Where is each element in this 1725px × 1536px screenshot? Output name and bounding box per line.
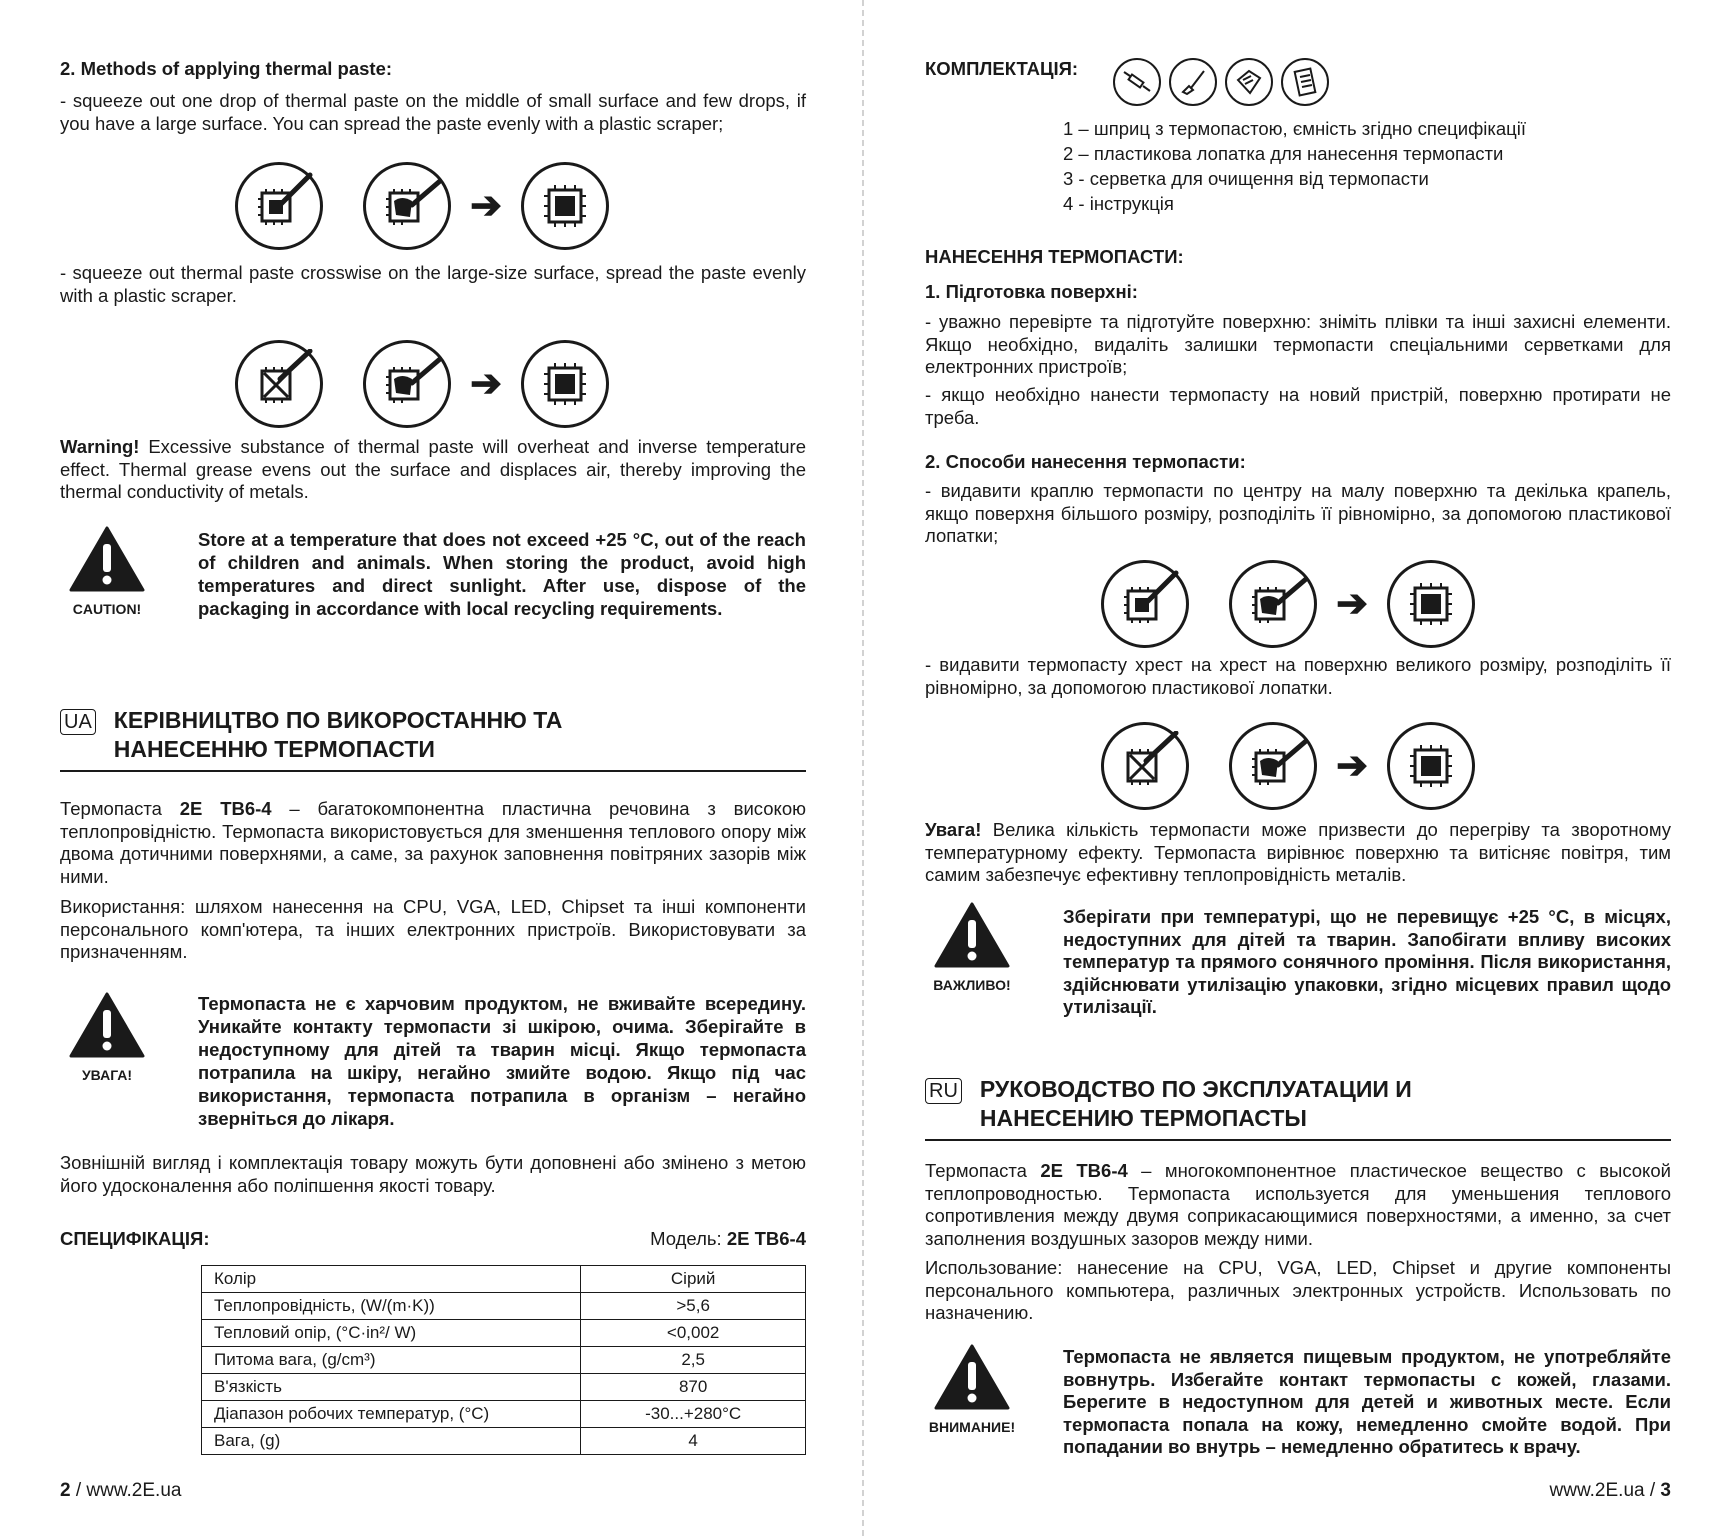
ua-title-line2: НАНЕСЕННЮ ТЕРМОПАСТИ <box>113 736 435 762</box>
model-line <box>650 1228 806 1250</box>
method1-illustration <box>1101 560 1475 648</box>
ru-intro-paragraph <box>925 1160 1671 1250</box>
spec-table <box>201 1265 806 1455</box>
ru-title-line1: РУКОВОДСТВО ПО ЭКСПЛУАТАЦИИ И <box>979 1076 1412 1102</box>
spec-row <box>202 1374 806 1401</box>
warning-triangle-icon <box>934 1344 1010 1410</box>
spec-param: Діапазон робочих температур, (°C) <box>202 1401 581 1428</box>
methods-heading: 2. Methods of applying thermal paste: <box>60 58 393 79</box>
ru-attention-label: ВНИМАНИЕ! <box>928 1419 1016 1435</box>
page-number: 2 <box>60 1480 71 1501</box>
attention-label: УВАГА! <box>81 1067 133 1083</box>
arrow-right-icon: ➔ <box>470 363 502 405</box>
warning-paragraph <box>925 819 1671 887</box>
spec-row <box>202 1293 806 1320</box>
appearance-note: Зовнішній вигляд і комплектація товару можуть бути доповнені або змінено з метою його удосконалення або поліпшення якості товару. <box>60 1152 806 1196</box>
important-label: ВАЖЛИВО! <box>933 977 1011 993</box>
warning-triangle-icon <box>69 992 145 1058</box>
warning-text: Велика кількість термопасти може призвести до перегріву та зворотному температурному ефекту. Термопаста вирівнює поверхню та витісняє повітря, тим самим забезпечує ефективну теплопровідність металів. <box>925 819 1671 885</box>
spec-row <box>202 1428 806 1455</box>
ru-attention-block <box>917 1344 1027 1435</box>
method2-text: - видавити термопасту хрест на хрест на поверхню великого розміру, розподіліть її рівномірно, за допомогою пластикової лопатки. <box>925 654 1671 698</box>
kit-item: 3 - серветка для очищення від термопасти <box>1063 168 1429 189</box>
spec-param: Теплопровідність, (W/(m·K)) <box>202 1293 581 1320</box>
chip-drop-icon <box>235 162 323 250</box>
spatula-icon <box>1169 58 1217 106</box>
prep-heading: 1. Підготовка поверхні: <box>925 281 1138 302</box>
prep2-text: - якщо необхідно нанести термопасту на новий пристрій, поверхню протирати не треба. <box>925 384 1671 428</box>
important-text: Зберігати при температурі, що не перевищує +25 °C, в місцях, недоступних для дітей та тварин. Запобігати впливу високих температур та прямого сонячного проміння. Після використання, здійснювати утилізацію упаковки, згідно місцевих правил щодо утилізації. <box>1063 906 1671 1017</box>
method2-illustration <box>1101 722 1475 810</box>
spec-row <box>202 1347 806 1374</box>
spec-row <box>202 1266 806 1293</box>
spec-param: Колір <box>202 1266 581 1293</box>
spec-row <box>202 1320 806 1347</box>
chip-spread-icon <box>363 340 451 428</box>
model-value: 2E TB6-4 <box>726 1228 806 1249</box>
method2-text: - squeeze out thermal paste crosswise on the large-size surface, spread the paste evenly with a plastic scraper. <box>60 262 806 306</box>
ru-attention-text: Термопаста не является пищевым продуктом, не употребляйте вовнутрь. Избегайте контакт термопасты с кожей, глазами. Берегите в недоступном для детей и животных месте. Если термопаста попала на кожу, немедленно смойте водой. При попадании во внутрь – немедленно обратитесь к врачу. <box>1063 1346 1671 1457</box>
kit-item: 2 – пластикова лопатка для нанесення термопасти <box>1063 143 1504 164</box>
kit-icons <box>1113 58 1337 106</box>
ru-intro-text: – многокомпонентное пластическое вещество с высокой теплопроводностью. Термопаста используется для уменьшения теплового сопротивления между двумя соприкасающимися поверхностями, а именно, за счет заполнения воздушных зазоров между ними. <box>925 1160 1671 1249</box>
left-footer <box>60 1480 181 1502</box>
spec-row <box>202 1401 806 1428</box>
right-footer <box>1550 1480 1671 1502</box>
ru-intro-prefix: Термопаста <box>925 1160 1041 1181</box>
attention-text: Термопаста не є харчовим продуктом, не вживайте всередину. Уникайте контакту термопасти зі шкірою, очима. Зберігайте в недоступному для дітей та тварин місці. Якщо термопаста потрапила на шкіру, негайно змийте водою. Якщо під час використання, термопаста потрапила в організм – негайно зверніться до лікаря. <box>198 993 806 1129</box>
ru-language-badge: RU <box>925 1078 962 1104</box>
warning-paragraph <box>60 436 806 504</box>
methods-heading: 2. Способи нанесення термопасти: <box>925 451 1246 472</box>
ru-section-title <box>925 1075 1671 1141</box>
ua-intro-model: 2E TB6-4 <box>179 798 272 819</box>
ua-intro-paragraph <box>60 798 806 888</box>
chip-spread-icon <box>1229 560 1317 648</box>
warning-label: Увага! <box>925 819 982 840</box>
method1-text: - видавити краплю термопасти по центру на малу поверхню та декілька крапель, якщо поверхня більшого розміру, розподіліть її рівномірно, за допомогою пластикової лопатки; <box>925 480 1671 546</box>
warning-text: Excessive substance of thermal paste will overheat and inverse temperature effect. Thermal grease evens out the surface and displaces air, thereby improving the thermal conductivity of metals. <box>60 436 806 502</box>
prep1-text: - уважно перевірте та підготуйте поверхню: зніміть плівки та інші захисні елементи. Якщо необхідно, видаліть залишки термопасти спеціальними серветками для електронних пристроїв; <box>925 311 1671 377</box>
chip-spread-icon <box>363 162 451 250</box>
ua-title-line1: КЕРІВНИЦТВО ПО ВИКОРОСТАННЮ ТА <box>113 707 563 733</box>
arrow-right-icon: ➔ <box>1336 745 1368 787</box>
kit-item: 4 - інструкція <box>1063 193 1174 214</box>
model-label: Модель: <box>650 1228 727 1249</box>
chip-done-icon <box>1387 722 1475 810</box>
chip-done-icon <box>521 162 609 250</box>
chip-cross-icon <box>235 340 323 428</box>
important-block <box>917 902 1027 993</box>
spec-value: <0,002 <box>581 1320 806 1347</box>
left-page <box>0 0 862 1536</box>
spec-value: Сірий <box>581 1266 806 1293</box>
spec-value: 4 <box>581 1428 806 1455</box>
ua-language-badge: UA <box>60 709 96 735</box>
method1-text: - squeeze out one drop of thermal paste on the middle of small surface and few drops, if you have a large surface. You can spread the paste evenly with a plastic scraper; <box>60 90 806 134</box>
attention-block <box>52 992 162 1083</box>
chip-drop-icon <box>1101 560 1189 648</box>
caution-block <box>52 526 162 617</box>
apply-heading: НАНЕСЕННЯ ТЕРМОПАСТИ: <box>925 246 1184 267</box>
arrow-right-icon: ➔ <box>470 185 502 227</box>
spec-value: -30...+280°C <box>581 1401 806 1428</box>
kit-item: 1 – шприц з термопастою, ємність згідно специфікації <box>1063 118 1527 139</box>
wipe-icon <box>1225 58 1273 106</box>
spec-heading: СПЕЦИФІКАЦІЯ: <box>60 1228 210 1249</box>
spec-value: >5,6 <box>581 1293 806 1320</box>
warning-triangle-icon <box>69 526 145 592</box>
kit-list <box>1063 116 1526 216</box>
ru-title-line2: НАНЕСЕНИЮ ТЕРМОПАСТЫ <box>979 1105 1307 1131</box>
right-page <box>863 0 1725 1536</box>
syringe-icon <box>1113 58 1161 106</box>
ua-usage-text: Використання: шляхом нанесення на CPU, VGA, LED, Chipset та інші компоненти персонального комп'ютера, та інших електронних пристроїв. Використовувати за призначенням. <box>60 896 806 962</box>
chip-done-icon <box>1387 560 1475 648</box>
chip-done-icon <box>521 340 609 428</box>
ua-intro-text: – багатокомпонентна пластична речовина з високою теплопровідністю. Термопаста використовується для зменшення теплового опору між двома дотичними поверхнями, а саме, за рахунок заповнення повітряних зазорів між ними. <box>60 798 806 887</box>
footer-site: / www.2E.ua <box>70 1480 182 1501</box>
manual-icon <box>1281 58 1329 106</box>
ru-usage-text: Использование: нанесение на CPU, VGA, LED, Chipset и другие компоненты персонального компьютера, различных электронных устройств. Использовать по назначению. <box>925 1257 1671 1323</box>
caution-text: Store at a temperature that does not exceed +25 °C, out of the reach of children and animals. When storing the product, avoid high temperatures and direct sunlight. After use, dispose of the packaging in accordance with local recycling requirements. <box>198 529 806 619</box>
spec-value: 870 <box>581 1374 806 1401</box>
ru-intro-model: 2E TB6-4 <box>1040 1160 1128 1181</box>
arrow-right-icon: ➔ <box>1336 583 1368 625</box>
method2-illustration <box>235 340 609 428</box>
spec-value: 2,5 <box>581 1347 806 1374</box>
method1-illustration <box>235 162 609 250</box>
caution-label: CAUTION! <box>72 601 142 617</box>
warning-triangle-icon <box>934 902 1010 968</box>
spec-param: В'язкість <box>202 1374 581 1401</box>
chip-spread-icon <box>1229 722 1317 810</box>
ua-section-title <box>60 706 806 772</box>
chip-cross-icon <box>1101 722 1189 810</box>
kit-heading: КОМПЛЕКТАЦІЯ: <box>925 58 1079 79</box>
spec-param: Вага, (g) <box>202 1428 581 1455</box>
footer-site: www.2E.ua / <box>1549 1480 1661 1501</box>
warning-label: Warning! <box>60 436 140 457</box>
ua-intro-prefix: Термопаста <box>60 798 180 819</box>
page-number: 3 <box>1660 1480 1671 1501</box>
spec-param: Питома вага, (g/cm³) <box>202 1347 581 1374</box>
spec-param: Тепловий опір, (°C·in²/ W) <box>202 1320 581 1347</box>
